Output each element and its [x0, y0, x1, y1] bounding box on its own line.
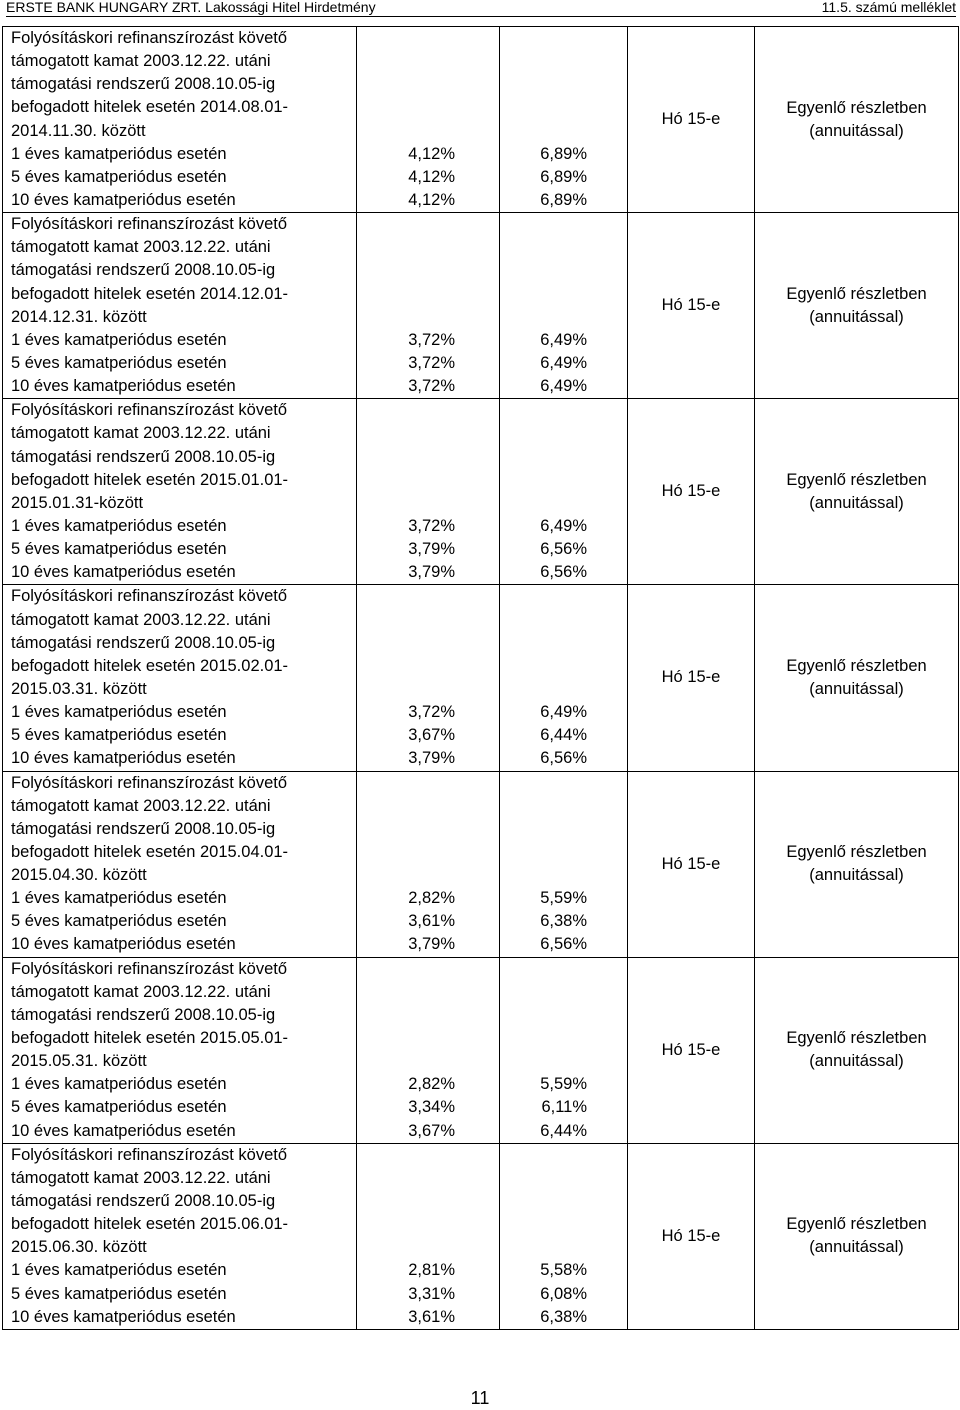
interest-rate-value: 3,72% [408, 353, 455, 372]
interest-rate-value: 4,12% [408, 190, 455, 209]
description-line: 2014.11.30. között [11, 121, 146, 140]
blank-line [357, 492, 499, 515]
apr-cell [500, 771, 628, 957]
payment-due-text: Hó 15-e [661, 482, 721, 501]
description-line: 1 éves kamatperiódus esetén [11, 1075, 227, 1094]
blank-line [357, 446, 499, 469]
repayment-mode-line: (annuitással) [809, 307, 904, 326]
description-line: 2015.04.30. között [11, 866, 147, 885]
apr-cell [500, 1143, 628, 1329]
repayment-mode-line: (annuitással) [809, 121, 904, 140]
payment-due-cell [628, 585, 755, 771]
description-line: támogatási rendszerű 2008.10.05-ig [11, 1005, 276, 1024]
page-number: 11 [470, 1388, 490, 1408]
interest-rate-value: 3,72% [408, 516, 455, 535]
blank-line [357, 120, 499, 143]
payment-due-text: Hó 15-e [661, 110, 721, 129]
apr-value: 6,89% [540, 190, 587, 209]
blank-line [357, 1144, 499, 1167]
description-line: támogatott kamat 2003.12.22. utáni [11, 982, 271, 1001]
loan-description-cell [3, 27, 357, 213]
header-bank-title: ERSTE BANK HUNGARY ZRT. Lakossági Hitel Hirdetmény [6, 0, 376, 15]
description-line: befogadott hitelek esetén 2015.01.01- [11, 470, 289, 489]
blank-line [500, 1190, 627, 1213]
interest-rate-value: 2,82% [408, 889, 455, 908]
repayment-mode-cell [755, 399, 959, 585]
blank-line [500, 446, 627, 469]
interest-rate-value: 3,34% [408, 1098, 455, 1117]
description-line: befogadott hitelek esetén 2015.02.01- [11, 656, 289, 675]
blank-line [500, 818, 627, 841]
interest-rate-value: 3,79% [408, 749, 455, 768]
description-line: 5 éves kamatperiódus esetén [11, 726, 227, 745]
interest-rate-value: 4,12% [408, 144, 455, 163]
repayment-mode-cell [755, 27, 959, 213]
blank-line [500, 1027, 627, 1050]
interest-rate-value: 3,72% [408, 377, 455, 396]
blank-line [500, 585, 627, 608]
repayment-mode-line: Egyenlő részletben [786, 1029, 927, 1048]
interest-rate-table [2, 26, 959, 1330]
blank-line [357, 1213, 499, 1236]
blank-line [357, 469, 499, 492]
repayment-mode-line: Egyenlő részletben [786, 98, 927, 117]
payment-due-cell [628, 399, 755, 585]
description-line: Folyósításkori refinanszírozást követő [11, 1145, 288, 1164]
blank-line [357, 841, 499, 864]
blank-line [357, 818, 499, 841]
apr-value: 6,49% [540, 377, 587, 396]
interest-rate-value: 3,72% [408, 330, 455, 349]
interest-rate-table-body [3, 27, 959, 1330]
interest-rate-value: 3,67% [408, 1121, 455, 1140]
blank-line [500, 609, 627, 632]
blank-line [500, 27, 627, 50]
apr-value: 6,11% [541, 1098, 587, 1117]
interest-rate-cell [357, 957, 500, 1143]
page-header [6, 0, 956, 17]
table-row [3, 1143, 959, 1329]
blank-line [500, 1236, 627, 1259]
blank-line [357, 655, 499, 678]
description-line: támogatott kamat 2003.12.22. utáni [11, 238, 271, 257]
blank-line [357, 422, 499, 445]
repayment-mode-line: Egyenlő részletben [786, 843, 927, 862]
blank-line [500, 632, 627, 655]
blank-line [500, 120, 627, 143]
apr-value: 6,89% [540, 144, 587, 163]
description-line: támogatott kamat 2003.12.22. utáni [11, 610, 271, 629]
blank-line [500, 96, 627, 119]
interest-rate-value: 3,72% [408, 703, 455, 722]
blank-line [357, 306, 499, 329]
apr-value: 6,49% [540, 703, 587, 722]
description-line: 10 éves kamatperiódus esetén [11, 190, 236, 209]
table-row [3, 27, 959, 213]
description-line: 1 éves kamatperiódus esetén [11, 703, 227, 722]
description-line: 2014.12.31. között [11, 307, 147, 326]
interest-rate-value: 3,79% [408, 563, 455, 582]
repayment-mode-line: (annuitással) [809, 866, 904, 885]
repayment-mode-line: (annuitással) [809, 679, 904, 698]
blank-line [357, 1050, 499, 1073]
blank-line [357, 73, 499, 96]
blank-line [357, 1190, 499, 1213]
blank-line [500, 236, 627, 259]
repayment-mode-cell [755, 957, 959, 1143]
description-line: 10 éves kamatperiódus esetén [11, 1307, 236, 1326]
description-line: 10 éves kamatperiódus esetén [11, 935, 236, 954]
description-line: Folyósításkori refinanszírozást követő [11, 215, 288, 234]
description-line: 2015.05.31. között [11, 1052, 147, 1071]
interest-rate-cell [357, 27, 500, 213]
interest-rate-value: 2,82% [408, 1075, 455, 1094]
description-line: Folyósításkori refinanszírozást követő [11, 773, 288, 792]
payment-due-cell [628, 1143, 755, 1329]
payment-due-cell [628, 771, 755, 957]
loan-description-cell [3, 957, 357, 1143]
apr-cell [500, 213, 628, 399]
blank-line [500, 981, 627, 1004]
blank-line [357, 795, 499, 818]
blank-line [357, 958, 499, 981]
payment-due-text: Hó 15-e [661, 1040, 721, 1059]
loan-description-cell [3, 771, 357, 957]
blank-line [500, 678, 627, 701]
description-line: támogatott kamat 2003.12.22. utáni [11, 796, 271, 815]
blank-line [500, 795, 627, 818]
blank-line [357, 236, 499, 259]
header-annex-label: 11.5. számú melléklet [821, 0, 956, 15]
description-line: 10 éves kamatperiódus esetén [11, 377, 236, 396]
description-line: támogatási rendszerű 2008.10.05-ig [11, 633, 276, 652]
apr-value: 6,89% [540, 167, 587, 186]
apr-value: 6,49% [540, 516, 587, 535]
description-line: 10 éves kamatperiódus esetén [11, 749, 236, 768]
apr-value: 6,49% [540, 330, 587, 349]
apr-cell [500, 957, 628, 1143]
description-line: 2015.03.31. között [11, 679, 147, 698]
apr-value: 5,59% [540, 889, 587, 908]
description-line: támogatott kamat 2003.12.22. utáni [11, 52, 271, 71]
description-line: támogatási rendszerű 2008.10.05-ig [11, 819, 276, 838]
interest-rate-cell [357, 1143, 500, 1329]
description-line: Folyósításkori refinanszírozást követő [11, 587, 288, 606]
description-line: 5 éves kamatperiódus esetén [11, 1098, 227, 1117]
apr-value: 5,58% [540, 1261, 587, 1280]
repayment-mode-cell [755, 585, 959, 771]
interest-rate-value: 3,61% [408, 1307, 455, 1326]
description-line: támogatott kamat 2003.12.22. utáni [11, 1168, 271, 1187]
blank-line [357, 772, 499, 795]
description-line: 2015.06.30. között [11, 1238, 147, 1257]
description-line: 5 éves kamatperiódus esetén [11, 1284, 227, 1303]
apr-value: 6,38% [540, 912, 587, 931]
apr-value: 6,56% [540, 749, 587, 768]
blank-line [357, 609, 499, 632]
blank-line [357, 632, 499, 655]
blank-line [500, 73, 627, 96]
repayment-mode-line: Egyenlő részletben [786, 656, 927, 675]
description-line: befogadott hitelek esetén 2014.08.01- [11, 98, 289, 117]
description-line: 1 éves kamatperiódus esetén [11, 144, 227, 163]
description-line: befogadott hitelek esetén 2015.06.01- [11, 1215, 289, 1234]
blank-line [500, 469, 627, 492]
apr-cell [500, 399, 628, 585]
repayment-mode-line: Egyenlő részletben [786, 470, 927, 489]
description-line: 2015.01.31-között [11, 493, 144, 512]
blank-line [500, 655, 627, 678]
blank-line [500, 399, 627, 422]
interest-rate-value: 3,31% [408, 1284, 455, 1303]
blank-line [357, 399, 499, 422]
apr-value: 6,56% [540, 540, 587, 559]
description-line: Folyósításkori refinanszírozást követő [11, 959, 288, 978]
description-line: 1 éves kamatperiódus esetén [11, 516, 227, 535]
interest-rate-value: 3,67% [408, 726, 455, 745]
blank-line [500, 50, 627, 73]
apr-cell [500, 585, 628, 771]
description-line: Folyósításkori refinanszírozást követő [11, 401, 288, 420]
repayment-mode-line: Egyenlő részletben [786, 284, 927, 303]
blank-line [357, 259, 499, 282]
loan-description-cell [3, 585, 357, 771]
blank-line [500, 1213, 627, 1236]
apr-value: 6,49% [540, 353, 587, 372]
interest-rate-value: 3,61% [408, 912, 455, 931]
description-line: 1 éves kamatperiódus esetén [11, 330, 227, 349]
table-row [3, 399, 959, 585]
blank-line [500, 958, 627, 981]
blank-line [357, 1004, 499, 1027]
interest-rate-value: 3,79% [408, 540, 455, 559]
loan-description-cell [3, 399, 357, 585]
interest-rate-cell [357, 399, 500, 585]
blank-line [500, 864, 627, 887]
blank-line [500, 1144, 627, 1167]
loan-description-cell [3, 213, 357, 399]
repayment-mode-line: (annuitással) [809, 493, 904, 512]
table-row [3, 213, 959, 399]
payment-due-text: Hó 15-e [661, 854, 721, 873]
description-line: 10 éves kamatperiódus esetén [11, 1121, 236, 1140]
table-row [3, 585, 959, 771]
blank-line [357, 864, 499, 887]
blank-line [357, 50, 499, 73]
payment-due-cell [628, 957, 755, 1143]
blank-line [500, 772, 627, 795]
apr-cell [500, 27, 628, 213]
blank-line [500, 1050, 627, 1073]
description-line: támogatási rendszerű 2008.10.05-ig [11, 261, 276, 280]
payment-due-text: Hó 15-e [661, 668, 721, 687]
description-line: 5 éves kamatperiódus esetén [11, 353, 227, 372]
table-row [3, 957, 959, 1143]
interest-rate-value: 2,81% [408, 1261, 455, 1280]
blank-line [500, 306, 627, 329]
blank-line [357, 1027, 499, 1050]
description-line: támogatott kamat 2003.12.22. utáni [11, 424, 271, 443]
blank-line [357, 585, 499, 608]
table-row [3, 771, 959, 957]
description-line: 5 éves kamatperiódus esetén [11, 540, 227, 559]
blank-line [500, 213, 627, 236]
interest-rate-value: 4,12% [408, 167, 455, 186]
interest-rate-cell [357, 585, 500, 771]
description-line: 1 éves kamatperiódus esetén [11, 1261, 227, 1280]
payment-due-cell [628, 27, 755, 213]
interest-rate-cell [357, 213, 500, 399]
apr-value: 5,59% [540, 1075, 587, 1094]
apr-value: 6,08% [540, 1284, 587, 1303]
description-line: Folyósításkori refinanszírozást követő [11, 29, 288, 47]
blank-line [500, 283, 627, 306]
payment-due-cell [628, 213, 755, 399]
description-line: 5 éves kamatperiódus esetén [11, 167, 227, 186]
apr-value: 6,38% [540, 1307, 587, 1326]
repayment-mode-line: Egyenlő részletben [786, 1215, 927, 1234]
description-line: 5 éves kamatperiódus esetén [11, 912, 227, 931]
apr-value: 6,44% [540, 1121, 587, 1140]
payment-due-text: Hó 15-e [661, 296, 721, 315]
interest-rate-cell [357, 771, 500, 957]
payment-due-text: Hó 15-e [661, 1226, 721, 1245]
blank-line [500, 259, 627, 282]
apr-value: 6,44% [540, 726, 587, 745]
repayment-mode-line: (annuitással) [809, 1238, 904, 1257]
blank-line [500, 1004, 627, 1027]
apr-value: 6,56% [540, 935, 587, 954]
blank-line [500, 492, 627, 515]
blank-line [357, 96, 499, 119]
blank-line [357, 981, 499, 1004]
blank-line [357, 678, 499, 701]
repayment-mode-cell [755, 1143, 959, 1329]
description-line: befogadott hitelek esetén 2015.05.01- [11, 1029, 289, 1048]
blank-line [500, 841, 627, 864]
blank-line [500, 1167, 627, 1190]
repayment-mode-cell [755, 213, 959, 399]
description-line: támogatási rendszerű 2008.10.05-ig [11, 75, 276, 94]
blank-line [357, 1236, 499, 1259]
description-line: 10 éves kamatperiódus esetén [11, 563, 236, 582]
blank-line [357, 1167, 499, 1190]
blank-line [357, 27, 499, 50]
description-line: támogatási rendszerű 2008.10.05-ig [11, 1192, 276, 1211]
interest-rate-value: 3,79% [408, 935, 455, 954]
loan-description-cell [3, 1143, 357, 1329]
description-line: 1 éves kamatperiódus esetén [11, 889, 227, 908]
description-line: befogadott hitelek esetén 2015.04.01- [11, 842, 289, 861]
repayment-mode-cell [755, 771, 959, 957]
blank-line [357, 283, 499, 306]
apr-value: 6,56% [540, 563, 587, 582]
repayment-mode-line: (annuitással) [809, 1052, 904, 1071]
description-line: befogadott hitelek esetén 2014.12.01- [11, 284, 289, 303]
blank-line [357, 213, 499, 236]
description-line: támogatási rendszerű 2008.10.05-ig [11, 447, 276, 466]
blank-line [500, 422, 627, 445]
